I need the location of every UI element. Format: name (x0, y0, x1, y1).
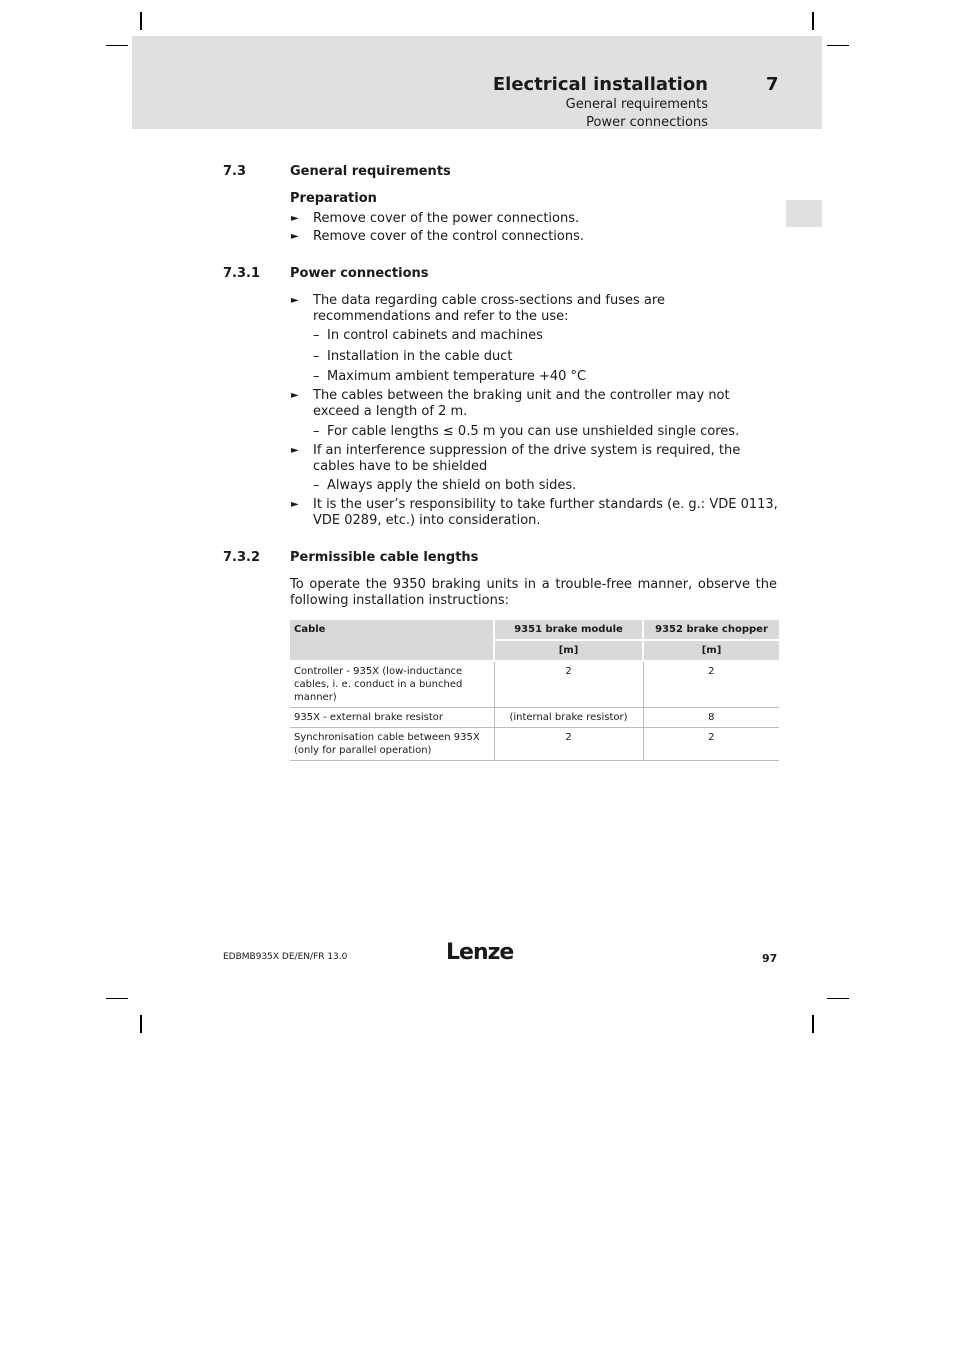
sub-list-item: Always apply the shield on both sides. (327, 478, 577, 493)
bullet-icon: ► (291, 295, 299, 306)
section-title: General requirements (290, 164, 451, 179)
section-title: Power connections (290, 266, 429, 281)
list-item: It is the user’s responsibility to take further standards (e. g.: VDE 0113, VDE 0289, etc.) into consideration. (313, 497, 778, 528)
table-cell: 8 (643, 708, 779, 728)
table-row (290, 708, 779, 728)
table-cell: Synchronisation cable between 935X (only for parallel operation) (290, 728, 494, 761)
preparation-heading: Preparation (290, 191, 377, 206)
section-title: Permissible cable lengths (290, 550, 479, 565)
header-subtitle: General requirements (565, 97, 708, 112)
dash-icon: – (313, 369, 320, 384)
table-row (290, 661, 779, 708)
document-id: EDBMB935X DE/EN/FR 13.0 (223, 952, 348, 962)
sub-list-item: Maximum ambient temperature +40 °C (327, 369, 587, 384)
intro-paragraph: To operate the 9350 braking units in a trouble-free manner, observe the following installation instructions: (290, 577, 777, 608)
sub-list-item: Installation in the cable duct (327, 349, 513, 364)
sub-list-item: For cable lengths ≤ 0.5 m you can use unshielded single cores. (327, 424, 740, 439)
table-cell: 2 (643, 661, 779, 708)
table-cell: 2 (494, 661, 643, 708)
bullet-icon: ► (291, 390, 299, 401)
bullet-icon: ► (291, 445, 299, 456)
page-title: Electrical installation (492, 74, 708, 95)
table-row (290, 728, 779, 761)
sub-list-item: In control cabinets and machines (327, 328, 543, 343)
dash-icon: – (313, 328, 320, 343)
crop-mark (827, 45, 849, 46)
chapter-tab (786, 200, 822, 227)
bullet-icon: ► (291, 499, 299, 510)
section-number: 7.3.2 (223, 550, 261, 565)
table-header: 9352 brake chopper (643, 620, 779, 640)
bullet-icon: ► (291, 231, 299, 242)
table-cell: 935X - external brake resistor (290, 708, 494, 728)
crop-mark (106, 998, 128, 999)
cable-length-table (290, 620, 779, 761)
header-band (132, 36, 822, 129)
table-header: Cable (290, 620, 494, 661)
page-number: 97 (762, 952, 778, 965)
dash-icon: – (313, 478, 320, 493)
table-cell: Controller - 935X (low-inductance cables, i. e. conduct in a bunched manner) (290, 661, 494, 708)
chapter-number: 7 (766, 74, 779, 95)
section-number: 7.3 (223, 164, 247, 179)
dash-icon: – (313, 349, 320, 364)
header-subtitle: Power connections (586, 115, 708, 130)
crop-mark (140, 12, 142, 30)
table-cell: 2 (494, 728, 643, 761)
list-item: The data regarding cable cross-sections and fuses are recommendations and refer to the use: (313, 293, 665, 324)
dash-icon: – (313, 424, 320, 439)
list-item: If an interference suppression of the drive system is required, the cables have to be shielded (313, 443, 741, 474)
crop-mark (140, 1015, 142, 1033)
list-item: Remove cover of the control connections. (313, 229, 585, 244)
table-header: 9351 brake module (494, 620, 643, 640)
bullet-icon: ► (291, 213, 299, 224)
table-unit: [m] (494, 640, 643, 661)
crop-mark (812, 1015, 814, 1033)
crop-mark (106, 45, 128, 46)
table-unit: [m] (643, 640, 779, 661)
section-number: 7.3.1 (223, 266, 261, 281)
crop-mark (827, 998, 849, 999)
table-cell: (internal brake resistor) (494, 708, 643, 728)
list-item: Remove cover of the power connections. (313, 211, 580, 226)
list-item: The cables between the braking unit and the controller may not exceed a length of 2 m. (313, 388, 730, 419)
crop-mark (812, 12, 814, 30)
lenze-logo: Lenze (446, 940, 514, 965)
table-cell: 2 (643, 728, 779, 761)
